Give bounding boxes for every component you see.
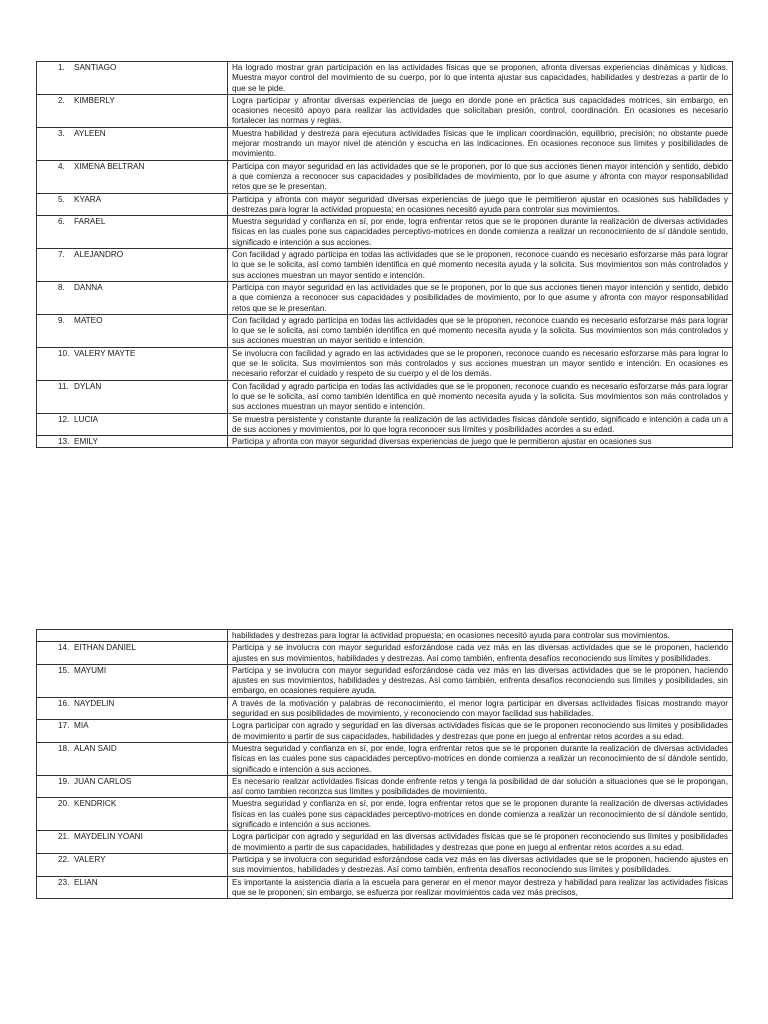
student-number: 9. [58, 315, 65, 325]
student-number: 1. [58, 63, 65, 72]
table-row [37, 62, 733, 95]
student-cell [37, 742, 228, 775]
student-cell [37, 876, 228, 899]
student-name: DANNA [74, 282, 103, 292]
table-row [37, 697, 733, 720]
table-row [37, 831, 733, 854]
student-cell [37, 160, 228, 193]
student-cell [37, 775, 228, 798]
table-row [37, 160, 733, 193]
student-number: 13. [58, 437, 70, 447]
evaluation-text: Logra participar con agrado y seguridad en las diversas actividades físicas que se le proponen reconociendo sus límites y posibilidades de movimiento a partir de sus capacidades, habilidades y destrezas que pone en juego al enfrentar retos acordes a su edad. [228, 720, 733, 743]
student-number: 15. [58, 665, 70, 675]
evaluation-text: Participa y se involucra con seguridad esforzándose cada vez más en las diversas actividades que se le proponen, haciendo ajustes en sus movimientos, habilidades y destrezas. Así como también, enfrenta desafíos reconociendo sus límites y posibilidades. [228, 853, 733, 876]
table-row [37, 775, 733, 798]
evaluation-text: Con facilidad y agrado participa en todas las actividades que se le proponen, reconoce cuando es necesario esforzarse más para lograr lo que se le solicita, así como también identifica en qué momento necesita ayuda y la solicita. Sus movimientos son más controlados y sus acciones muestran un mayor sentido e intención. [228, 380, 733, 413]
evaluation-text: Muestra seguridad y confianza en sí, por ende, logra enfrentar retos que se le proponen durante la realización de diversas actividades físicas en las cuales pone sus capacidades perceptivo-motrices en donde comienza a realizar un reconocimiento de sí dándole sentido, significado e intención a sus acciones. [228, 216, 733, 249]
table-row [37, 249, 733, 282]
student-number: 22. [58, 854, 70, 864]
evaluation-table-page-1 [36, 61, 733, 448]
table-row [37, 664, 733, 697]
student-name: ELIAN [74, 877, 98, 887]
evaluation-text: Ha logrado mostrar gran participación en las actividades físicas que se proponen, afronta diversas experiencias dinámicas y lúdicas. Muestra mayor control del movimiento de su cuerpo, por lo que intenta ajustar sus capacidades, habilidades y destrezas a partir de lo que se le pide. [228, 62, 733, 95]
table-row [37, 853, 733, 876]
student-name: KENDRICK [74, 799, 117, 809]
student-cell [37, 642, 228, 665]
student-number: 8. [58, 282, 65, 292]
student-name: ALEJANDRO [74, 250, 124, 260]
table-row [37, 380, 733, 413]
student-name: FARAEL [74, 217, 106, 227]
evaluation-text: Con facilidad y agrado participa en todas las actividades que se le proponen, reconoce cuando es necesario esforzarse más para lograr lo que se le solicita, así como también identifica en qué momento necesita ayuda y la solicita. Sus movimientos son más controlados y sus acciones muestran un mayor sentido e intención. [228, 314, 733, 347]
evaluation-text: Con facilidad y agrado participa en todas las actividades que se le proponen, reconoce cuando es necesario esforzarse más para lograr lo que se le solicita, así como también identifica en qué momento necesita ayuda y la solicita. Sus movimientos son más controlados y sus acciones muestran un mayor sentido e intención. [228, 249, 733, 282]
evaluation-table-page-2 [36, 629, 733, 899]
student-cell [37, 853, 228, 876]
student-cell [37, 249, 228, 282]
student-number: 11. [58, 381, 69, 391]
student-cell [37, 347, 228, 380]
evaluation-text: Es importante la asistencia diaria a la escuela para generar en el menor mayor destreza y habilidad para realizar las actividades físicas que se le proponen; sin embargo, se esfuerza por realizar movimientos cada vez más precisos, [228, 876, 733, 899]
student-number: 17. [58, 721, 70, 731]
table-row [37, 642, 733, 665]
evaluation-text: Logra participar con agrado y seguridad en las diversas actividades físicas que se le proponen reconociendo sus límites y posibilidades de movimiento a partir de sus capacidades, habilidades y destrezas que pone en juego al enfrentar retos acordes a su edad. [228, 831, 733, 854]
evaluation-text: Participa y afronta con mayor seguridad diversas experiencias de juego que le permitieron ajustar en ocasiones sus [228, 436, 733, 448]
table-row [37, 436, 733, 448]
student-cell [37, 193, 228, 216]
student-number: 4. [58, 161, 65, 171]
evaluation-text: Participa y se involucra con mayor seguridad esforzándose cada vez más en las diversas actividades que se le proponen, haciendo ajustes en sus movimientos, habilidades y destrezas. Así como también, enfrenta desafíos reconociendo sus límites y posibilidades, sin embargo, en ocasiones requiere ayuda. [228, 664, 733, 697]
table-row [37, 94, 733, 127]
table-row [37, 127, 733, 160]
student-cell [37, 216, 228, 249]
table-row [37, 314, 733, 347]
student-name: NAYDELIN [74, 698, 115, 708]
student-number: 14. [58, 643, 70, 653]
student-cell [37, 62, 228, 95]
student-name: XIMENA BELTRAN [74, 161, 145, 171]
student-name: JUAN CARLOS [74, 776, 132, 786]
evaluation-text: Muestra habilidad y destreza para ejecutura actividades físicas que le implican coordinación, equilibrio, precisión; no obstante puede mejorar mostrando un mayor nivel de atención y escucha en las indicaciones. En ocasiones reconoce sus límites y posibilidades de movimiento. [228, 127, 733, 160]
table-row [37, 347, 733, 380]
student-number: 6. [58, 217, 65, 227]
student-cell [37, 127, 228, 160]
evaluation-text: Participa con mayor seguridad en las actividades que se le proponen, por lo que sus acciones tienen mayor intención y sentido, debido a que comienza a reconocer sus capacidades y posibilidades de movimiento, por lo que asume y afronta con mayor responsabilidad retos que se le presentan. [228, 281, 733, 314]
evaluation-text: habilidades y destrezas para lograr la actividad propuesta; en ocasiones necesitó ayuda para controlar sus movimientos. [228, 630, 733, 642]
table-row [37, 216, 733, 249]
table-body [37, 630, 733, 899]
student-name: AYLEEN [74, 128, 106, 138]
evaluation-text: Logra participar y afrontar diversas experiencias de juego en donde pone en práctica sus capacidades motrices, sin embargo, en ocasiones necesitó apoyo para realizar las actividades que solicitaban presión, control, coordinación. En ocasiones es necesario fortalecer las normas y reglas. [228, 94, 733, 127]
student-name: MAYDELIN YOANI [74, 832, 143, 842]
student-name: MAYUMI [74, 665, 107, 675]
student-cell [37, 630, 228, 642]
table-row [37, 876, 733, 899]
student-cell [37, 380, 228, 413]
table-row [37, 742, 733, 775]
student-cell [37, 697, 228, 720]
student-name: LUCIA [74, 414, 99, 424]
evaluation-text: A través de la motivación y palabras de reconocimiento, el menor logra participar en diversas actividades físicas mostrando mayor seguridad en sus posibilidades de movimiento, y reconociendo con mayor facilidad sus habilidades. [228, 697, 733, 720]
evaluation-text: Muestra seguridad y confianza en sí, por ende, logra enfrentar retos que se le proponen durante la realización de diversas actividades físicas en las cuales pone sus capacidades perceptivo-motrices en donde comienza a realizar un reconocimiento de sí dándole sentido, significado e intención a sus acciones. [228, 798, 733, 831]
student-number: 12. [58, 414, 70, 424]
student-name: VALERY [74, 854, 106, 864]
student-name: VALERY MAYTE [74, 348, 136, 358]
table-row [37, 413, 733, 436]
table-row [37, 630, 733, 642]
student-cell [37, 798, 228, 831]
student-number: 5. [58, 194, 65, 204]
student-cell [37, 436, 228, 448]
student-cell [37, 314, 228, 347]
student-number: 16. [58, 698, 70, 708]
student-number: 10. [58, 348, 70, 358]
student-name: KYARA [74, 194, 102, 204]
student-name: ALAN SAID [74, 743, 117, 753]
table-row [37, 798, 733, 831]
student-cell [37, 720, 228, 743]
student-name: DYLAN [74, 381, 102, 391]
table-row [37, 193, 733, 216]
student-number: 19. [58, 776, 70, 786]
student-name: EMILY [74, 437, 98, 447]
student-number: 23. [58, 877, 70, 887]
student-cell [37, 94, 228, 127]
evaluation-text: Participa con mayor seguridad en las actividades que se le proponen, por lo que sus acciones tienen mayor intención y sentido, debido a que comienza a reconocer sus capacidades y posibilidades de movimiento, por lo que asume y afronta con mayor responsabilidad retos que se le presentan. [228, 160, 733, 193]
student-number: 21. [58, 832, 70, 842]
student-cell [37, 281, 228, 314]
student-number: 18. [58, 743, 70, 753]
student-name: MIA [74, 721, 89, 731]
student-cell [37, 831, 228, 854]
student-number: 7. [58, 250, 65, 260]
evaluation-text: Participa y se involucra con mayor seguridad esforzándose cada vez más en las diversas actividades que se le proponen, haciendo ajustes en sus movimientos, habilidades y destrezas. Así como también, enfrenta desafíos reconociendo sus límites y posibilidades. [228, 642, 733, 665]
evaluation-text: Es necesario realizar actividades físicas donde enfrente retos y tenga la posibilidad de dar solución a situaciones que se le propongan, así como tambien reconzca sus límites y posibilidades de movimiento. [228, 775, 733, 798]
table-row [37, 720, 733, 743]
evaluation-text: Se involucra con facilidad y agrado en las actividades que se le proponen, reconoce cuando es necesario esforzarse más para lograr lo que se le solicita. Sus movimientos son más controlados y sus acciones muestran un mayor sentido e intención. En ocasiones es necesario reforzar el cuidado y respeto de su cuerpo y el de los demás. [228, 347, 733, 380]
table-body [37, 62, 733, 448]
evaluation-text: Participa y afronta con mayor seguridad diversas experiencias de juego que le permitieron ajustar en ocasiones sus habilidades y destrezas para lograr la actividad propuesta; en ocasiones necesitó ayuda para controlar sus movimientos. [228, 193, 733, 216]
student-name: SANTIAGO [74, 63, 117, 72]
student-name: KIMBERLY [74, 95, 115, 105]
evaluation-text: Muestra seguridad y confianza en sí, por ende, logra enfrentar retos que se le proponen durante la realización de diversas actividades físicas en las cuales pone sus capacidades perceptivo-motrices en donde comienza a realizar un reconocimiento de sí dándole sentido, significado e intención a sus acciones. [228, 742, 733, 775]
student-cell [37, 413, 228, 436]
student-name: MATEO [74, 315, 103, 325]
student-number: 3. [58, 128, 65, 138]
evaluation-text: Se muestra persistente y constante durante la realización de las actividades físicas dándole sentido, significado e intención a cada un a de sus acciones y movimientos, por lo que logra reconocer sus límites y posibilidades acordes a su edad. [228, 413, 733, 436]
student-number: 20. [58, 799, 70, 809]
student-cell [37, 664, 228, 697]
student-number: 2. [58, 95, 65, 105]
table-row [37, 281, 733, 314]
student-name: EITHAN DANIEL [74, 643, 136, 653]
